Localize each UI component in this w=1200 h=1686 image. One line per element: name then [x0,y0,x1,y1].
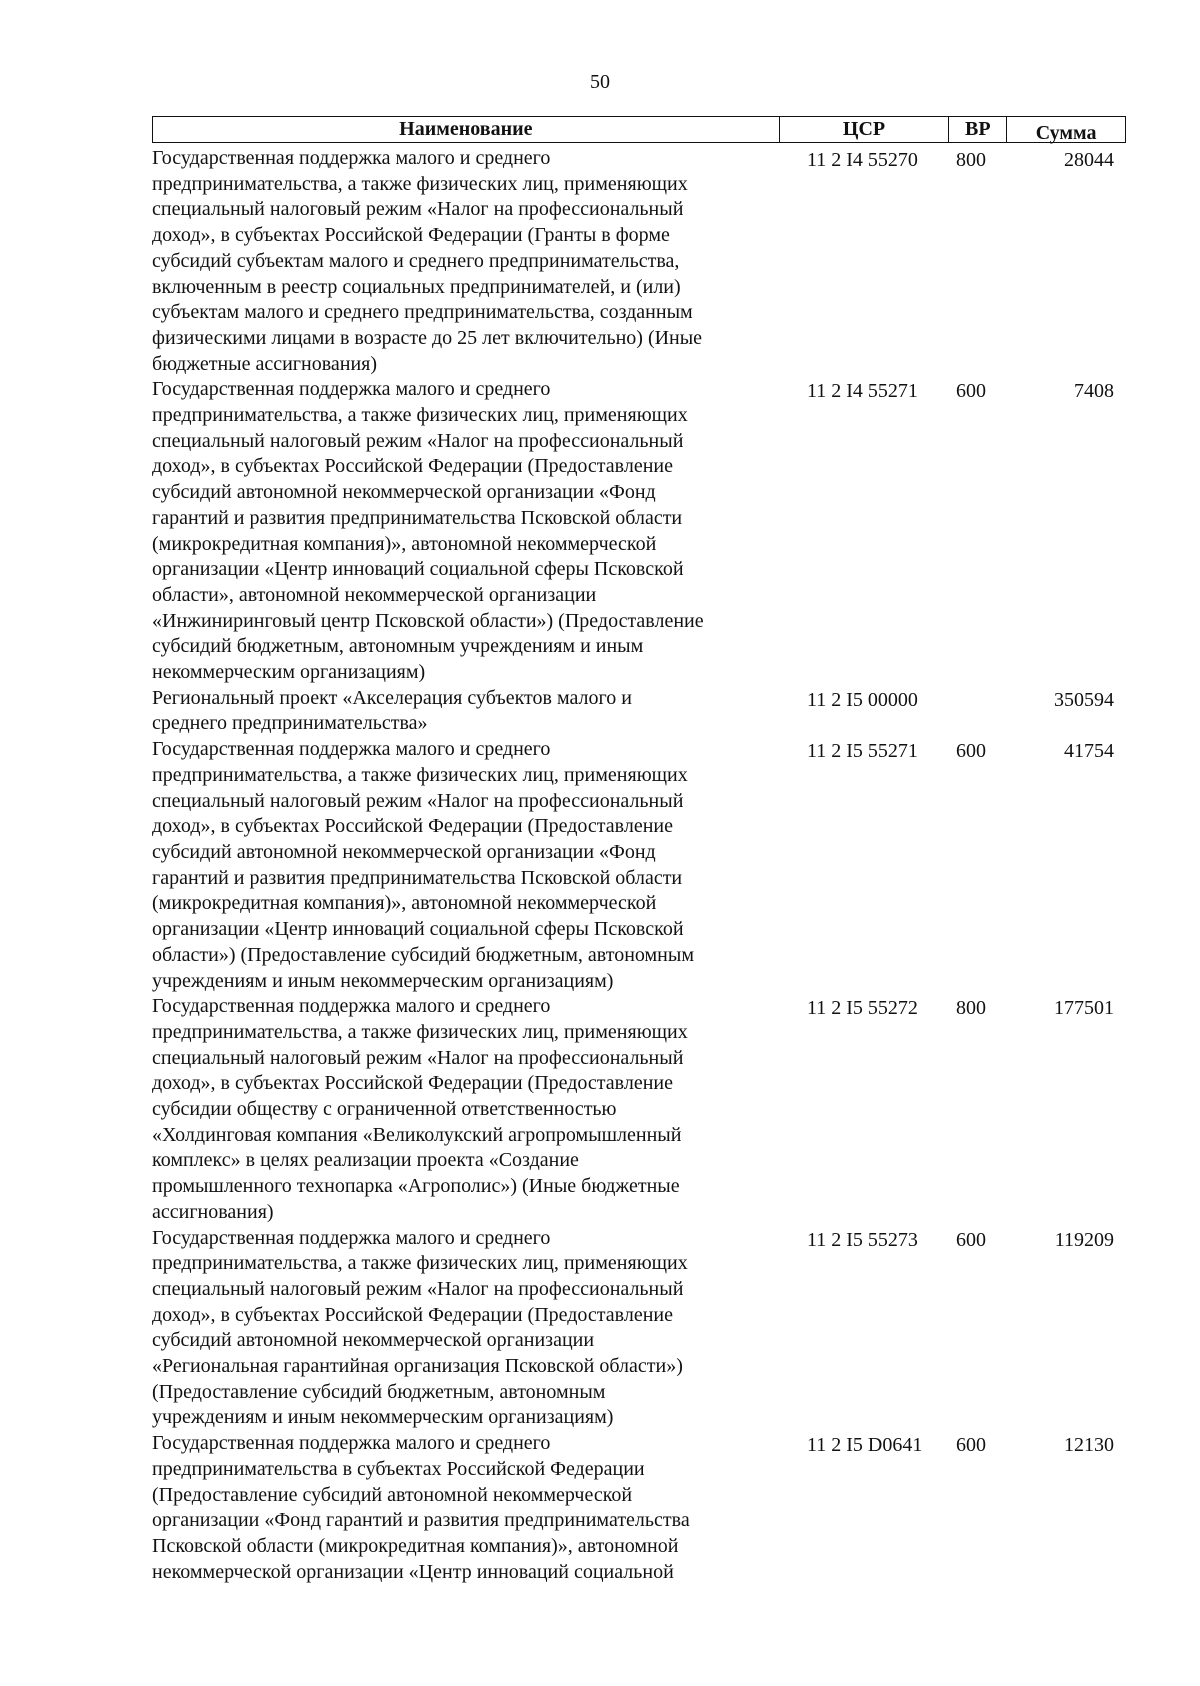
row-name-line: физическими лицами в возрасте до 25 лет включительно) (Иные [152,326,703,349]
table-body [152,146,1126,1585]
row-vr [950,686,1008,737]
row-name-line: гарантий и развития предпринимательства Псковской области [152,866,683,889]
row-name-line: Государственная поддержка малого и среднего [152,1226,551,1249]
row-vr: 600 [956,740,986,763]
row-name-line: доход», в субъектах Российской Федерации (Предоставление [152,1072,673,1095]
row-name [152,1226,780,1432]
row-vr: 600 [956,1434,986,1457]
row-name-line: организации «Фонд гарантий и развития предпринимательства [152,1509,690,1532]
row-vr: 600 [956,380,986,403]
row-name-line: области») (Предоставление субсидий бюджетным, автономным [152,943,694,966]
table-row [152,686,1126,737]
row-name-line: субъектам малого и среднего предпринимательства, созданным [152,301,693,324]
row-sum: 28044 [1064,149,1114,171]
row-name-line: «Региональная гарантийная организация Псковской области») [152,1355,683,1378]
row-sum: 119209 [1054,1228,1114,1251]
row-name-line: специальный налоговый режим «Налог на профессиональный [152,1046,684,1069]
row-name-line: субсидий субъектам малого и среднего предпринимательства, [152,249,680,272]
row-name-line: специальный налоговый режим «Налог на профессиональный [152,789,684,812]
row-csr: 11 2 I5 55271 [807,740,918,763]
row-name-line: предпринимательства, а также физических лиц, применяющих [152,172,688,195]
row-name-line: предпринимательства, а также физических лиц, применяющих [152,404,688,427]
row-name-line: учреждениям и иным некоммерческим организациям) [152,969,614,992]
page-number: 50 [590,71,610,93]
row-sum: 41754 [1064,740,1114,763]
row-name-line: гарантий и развития предпринимательства Псковской области [152,506,683,529]
row-name-line: организации «Центр инноваций социальной сферы Псковской [152,918,684,941]
row-name-line: некоммерческой организации «Центр инноваций социальной [152,1560,674,1583]
row-name-line: доход», в субъектах Российской Федерации (Предоставление [152,815,673,838]
row-name-line: субсидий бюджетным, автономным учреждениям и иным [152,635,644,658]
row-name [152,146,780,377]
row-name-line: Государственная поддержка малого и среднего [152,378,551,401]
row-name-line: Государственная поддержка малого и среднего [152,1432,551,1455]
row-name [152,1431,780,1585]
table-row [152,377,1126,685]
table-row [152,1431,1126,1585]
row-csr: 11 2 I5 D0641 [807,1434,923,1457]
row-vr: 800 [956,149,986,171]
row-name-line: предпринимательства, а также физических лиц, применяющих [152,1252,688,1275]
header-csr: ЦСР [780,117,950,142]
header-vr: ВР [949,117,1007,142]
row-name-line: «Инжиниринговый центр Псковской области») (Предоставление [152,609,704,632]
row-name-line: субсидии обществу с ограниченной ответственностью [152,1098,617,1121]
row-name-line: ассигнования) [152,1200,274,1223]
row-name-line: бюджетные ассигнования) [152,352,378,375]
table-row [152,994,1126,1225]
row-name-line: доход», в субъектах Российской Федерации (Гранты в форме [152,224,670,247]
row-name [152,377,780,685]
row-name-line: области», автономной некоммерческой организации [152,583,597,606]
row-name-line: включенным в реестр социальных предпринимателей, и (или) [152,275,681,298]
row-name-line: специальный налоговый режим «Налог на профессиональный [152,429,684,452]
row-name-line: некоммерческим организациям) [152,661,426,684]
row-name-line: субсидий автономной некоммерческой организации «Фонд [152,481,656,504]
row-name-line: (Предоставление субсидий автономной некоммерческой [152,1483,633,1506]
row-name-line: промышленного технопарка «Агрополис») (Иные бюджетные [152,1175,680,1198]
row-csr: 11 2 I4 55270 [807,149,918,171]
row-csr: 11 2 I5 55272 [807,997,918,1020]
row-name-line: предпринимательства в субъектах Российской Федерации [152,1457,645,1480]
row-sum: 7408 [1074,380,1114,403]
row-name-line: Государственная поддержка малого и среднего [152,147,551,169]
row-name-line: субсидий автономной некоммерческой организации «Фонд [152,840,656,863]
row-name-line: субсидий автономной некоммерческой организации [152,1329,595,1352]
row-sum: 350594 [1054,688,1114,711]
row-name-line: организации «Центр инноваций социальной сферы Псковской [152,558,684,581]
row-name-line: «Холдинговая компания «Великолукский агропромышленный [152,1123,682,1146]
row-name-line: Псковской области (микрокредитная компания)», автономной [152,1534,679,1557]
row-vr: 600 [956,1228,986,1251]
row-sum: 12130 [1064,1434,1114,1457]
row-name-line: Региональный проект «Акселерация субъектов малого и [152,686,632,709]
row-csr: 11 2 I5 55273 [807,1228,918,1251]
row-csr: 11 2 I4 55271 [807,380,918,403]
row-name-line: доход», в субъектах Российской Федерации (Предоставление [152,1303,673,1326]
row-csr: 11 2 I5 00000 [807,688,918,711]
row-name-line: Государственная поддержка малого и среднего [152,995,551,1018]
row-name-line: учреждениям и иным некоммерческим организациям) [152,1406,614,1429]
row-name [152,994,780,1225]
header-name: Наименование [153,117,780,142]
row-name-line: предпринимательства, а также физических лиц, применяющих [152,763,688,786]
row-vr: 800 [956,997,986,1020]
table-row [152,1226,1126,1432]
header-sum: Сумма [1035,122,1097,144]
row-name-line: (микрокредитная компания)», автономной некоммерческой [152,892,657,915]
row-name [152,686,780,737]
table-row [152,146,1126,377]
row-name-line: (Предоставление субсидий бюджетным, автономным [152,1380,606,1403]
row-name-line: специальный налоговый режим «Налог на профессиональный [152,198,684,221]
row-name-line: комплекс» в целях реализации проекта «Создание [152,1149,579,1172]
table-row [152,737,1126,994]
row-name-line: предпринимательства, а также физических лиц, применяющих [152,1020,688,1043]
row-name-line: Государственная поддержка малого и среднего [152,738,551,761]
row-name-line: специальный налоговый режим «Налог на профессиональный [152,1277,684,1300]
table-header [152,116,1126,143]
row-name [152,737,780,994]
row-name-line: доход», в субъектах Российской Федерации (Предоставление [152,455,673,478]
row-sum: 177501 [1054,997,1114,1020]
row-name-line: (микрокредитная компания)», автономной некоммерческой [152,532,657,555]
row-name-line: среднего предпринимательства» [152,712,428,735]
